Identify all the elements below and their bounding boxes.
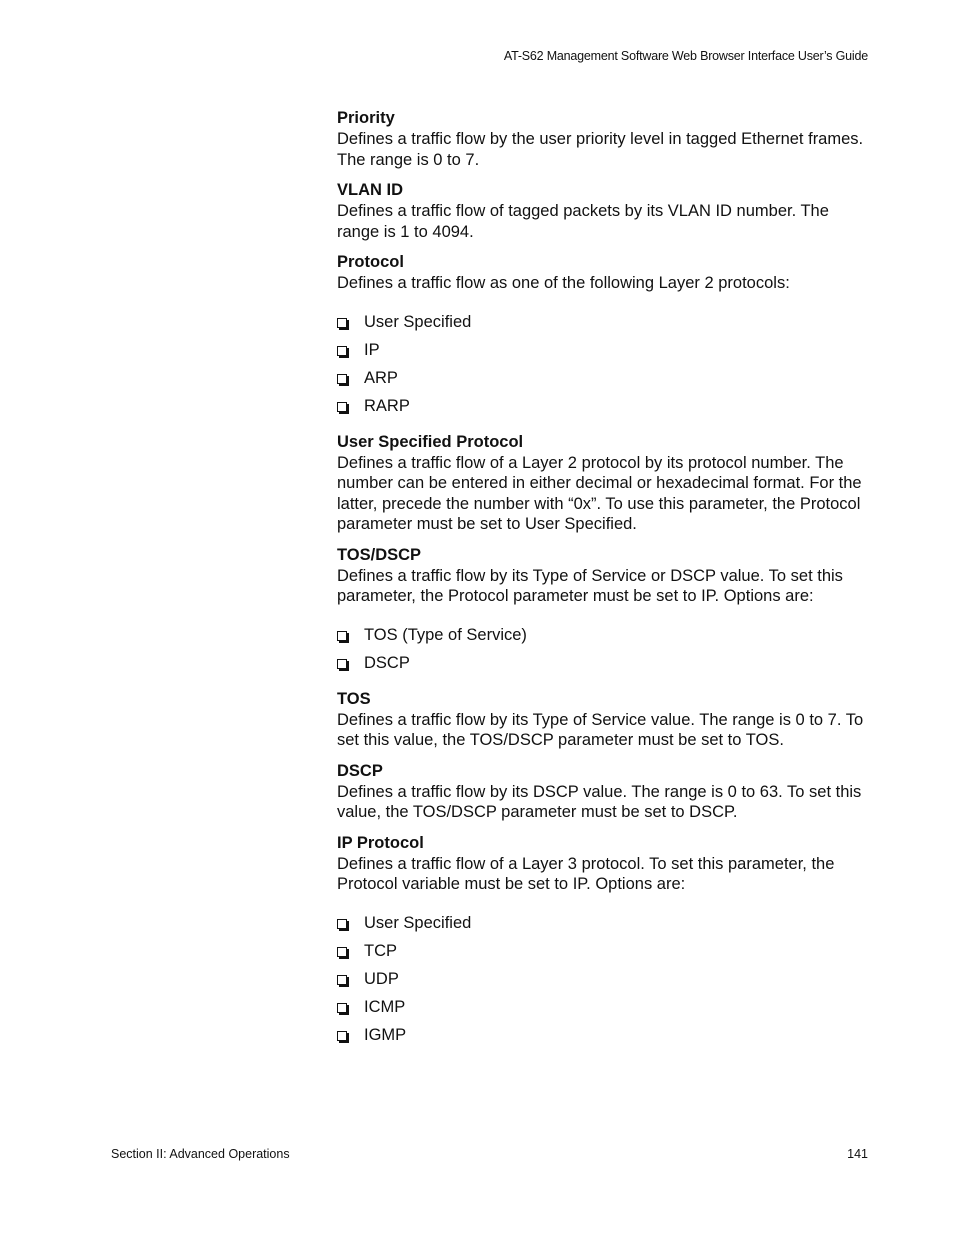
section-title: TOS/DSCP — [337, 545, 422, 564]
section-body: Defines a traffic flow by the user priority level in tagged Ethernet frames. The range is 0 to 7. — [337, 130, 864, 169]
checkbox-square-icon — [337, 919, 347, 929]
checkbox-square-icon — [337, 947, 347, 957]
checkbox-square-icon — [337, 631, 347, 641]
footer-section: Section II: Advanced Operations — [111, 1147, 290, 1161]
section-title: Priority — [337, 109, 395, 127]
list-item — [337, 909, 872, 937]
section-body: Defines a traffic flow of a Layer 3 protocol. To set this parameter, the Protocol variable must be set to IP. Options are: — [337, 854, 835, 893]
list-item — [337, 364, 872, 392]
list-item — [337, 336, 872, 364]
bullet-list — [337, 621, 872, 677]
checkbox-square-icon — [337, 402, 347, 412]
section-title: VLAN ID — [337, 181, 403, 199]
list-item-label: UDP — [364, 969, 399, 988]
section-tos-dscp — [337, 545, 872, 677]
checkbox-square-icon — [337, 1031, 347, 1041]
page-header: AT-S62 Management Software Web Browser Interface User’s Guide — [503, 49, 868, 63]
bullet-list — [337, 308, 872, 420]
section-tos — [337, 689, 872, 751]
section-protocol — [337, 252, 872, 420]
list-item-label: ICMP — [364, 997, 406, 1016]
checkbox-square-icon — [337, 975, 347, 985]
section-body: Defines a traffic flow of a Layer 2 protocol by its protocol number. The number can be entered in either decimal or hexadecimal format. For the latter, precede the number with “0x”. To use this parameter, the Protocol parameter must be set to User Specified. — [337, 453, 862, 533]
section-title: User Specified Protocol — [337, 432, 524, 451]
section-title: DSCP — [337, 761, 383, 780]
list-item-label: IP — [364, 340, 380, 359]
list-item-label: TCP — [364, 941, 397, 960]
footer-page-number: 141 — [847, 1147, 868, 1161]
list-item-label: User Specified — [364, 913, 472, 932]
section-title: TOS — [337, 689, 371, 708]
checkbox-square-icon — [337, 318, 347, 328]
checkbox-square-icon — [337, 659, 347, 669]
list-item — [337, 1021, 872, 1049]
section-body: Defines a traffic flow by its DSCP value. The range is 0 to 63. To set this value, the TOS/DSCP parameter must be set to DSCP. — [337, 782, 862, 821]
list-item — [337, 308, 872, 336]
checkbox-square-icon — [337, 1003, 347, 1013]
list-item — [337, 649, 872, 677]
section-priority — [337, 108, 872, 170]
list-item — [337, 621, 872, 649]
checkbox-square-icon — [337, 346, 347, 356]
list-item-label: IGMP — [364, 1025, 407, 1044]
list-item-label: RARP — [364, 396, 410, 415]
list-item-label: User Specified — [364, 312, 472, 331]
section-body: Defines a traffic flow by its Type of Service or DSCP value. To set this parameter, the Protocol parameter must be set to IP. Options are: — [337, 566, 843, 605]
list-item-label: DSCP — [364, 653, 410, 672]
list-item — [337, 993, 872, 1021]
section-title: Protocol — [337, 253, 404, 271]
list-item — [337, 937, 872, 965]
bullet-list — [337, 909, 872, 1049]
list-item — [337, 392, 872, 420]
checkbox-square-icon — [337, 374, 347, 384]
document-body — [337, 108, 872, 1061]
section-ip-protocol — [337, 833, 872, 1049]
section-dscp — [337, 761, 872, 823]
section-title: IP Protocol — [337, 833, 424, 852]
section-vlan-id — [337, 180, 872, 242]
section-body: Defines a traffic flow of tagged packets by its VLAN ID number. The range is 1 to 4094. — [337, 202, 829, 241]
list-item-label: ARP — [364, 368, 398, 387]
list-item-label: TOS (Type of Service) — [364, 625, 527, 644]
section-user-specified-protocol — [337, 432, 872, 535]
section-body: Defines a traffic flow by its Type of Service value. The range is 0 to 7. To set this value, the TOS/DSCP parameter must be set to TOS. — [337, 710, 864, 749]
section-body: Defines a traffic flow as one of the following Layer 2 protocols: — [337, 274, 790, 292]
list-item — [337, 965, 872, 993]
